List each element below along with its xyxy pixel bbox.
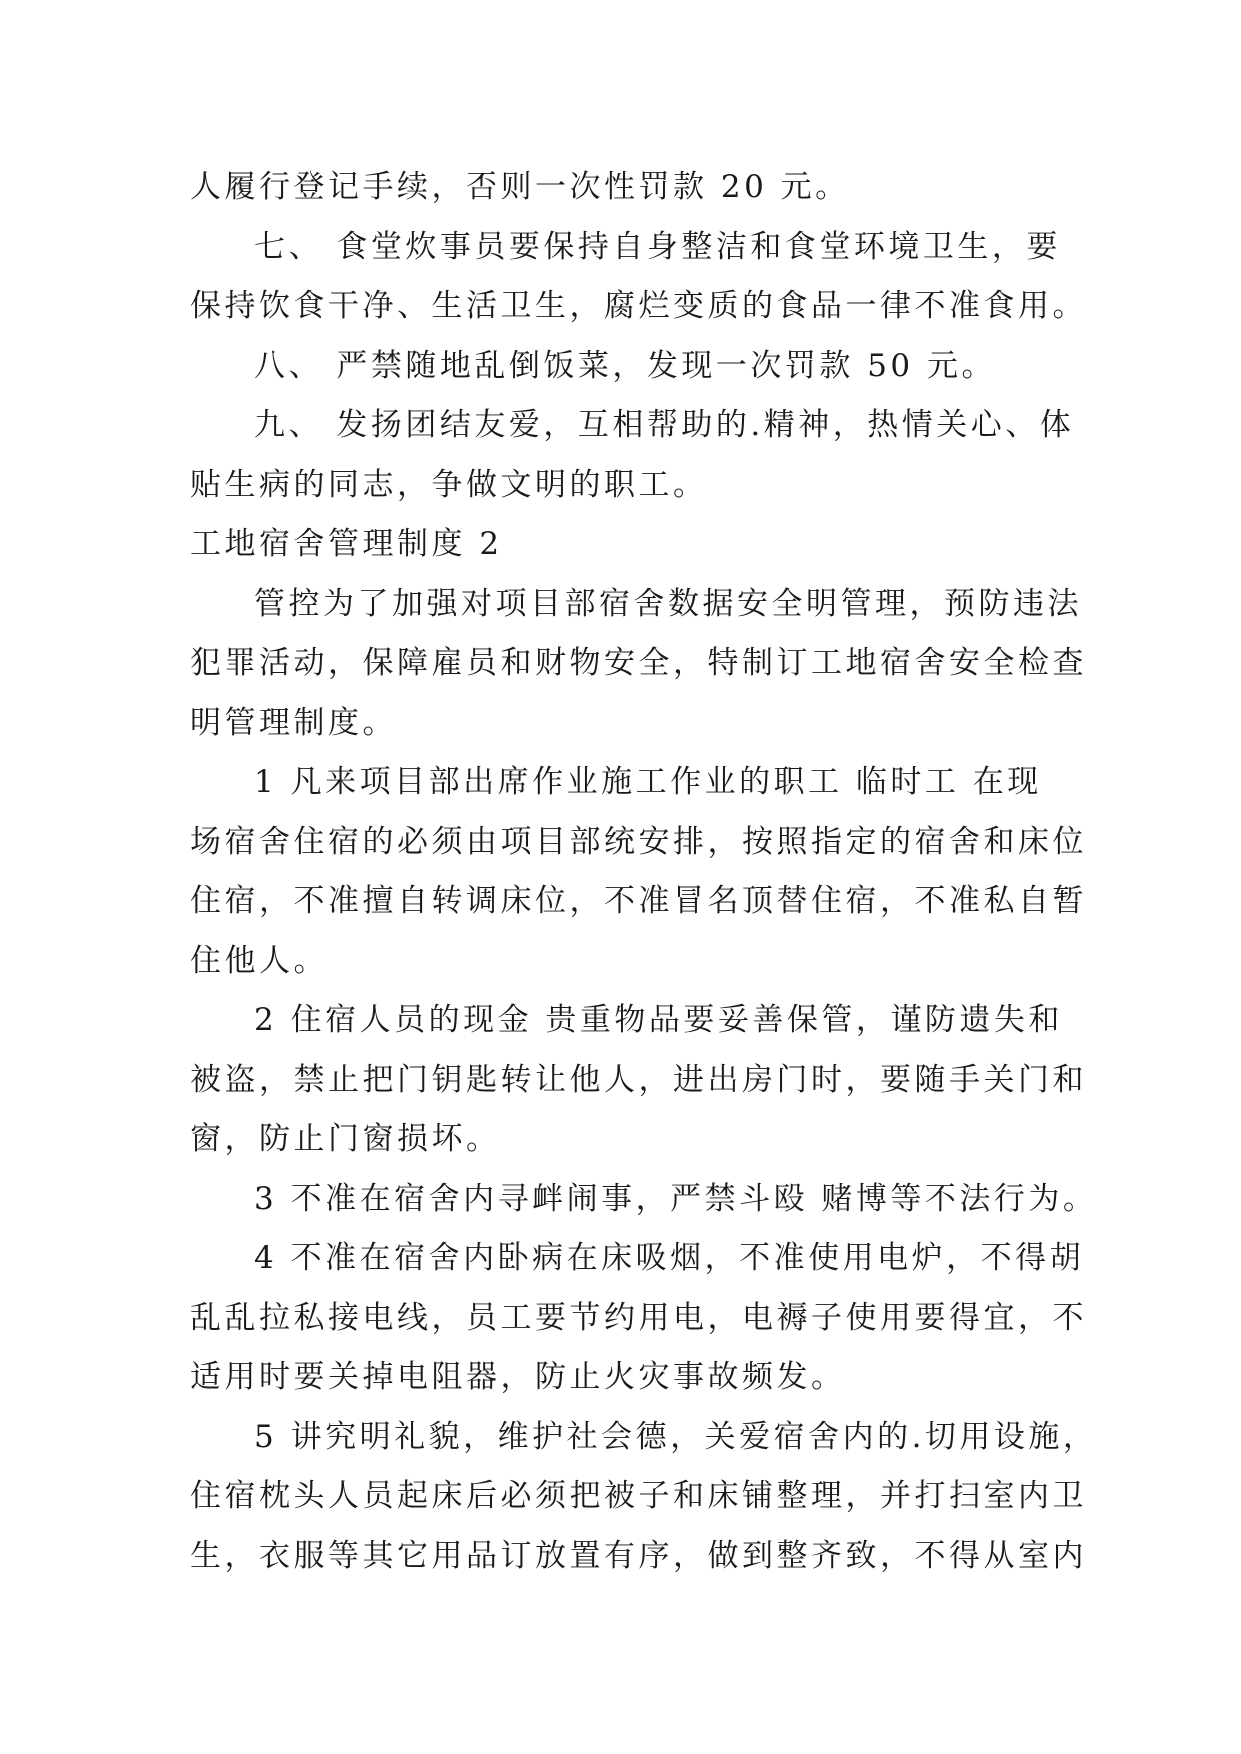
text-line: 乱乱拉私接电线，员工要节约用电，电褥子使用要得宜，不: [190, 1299, 1087, 1336]
text-line: 1 凡来项目部出席作业施工作业的职工 临时工 在现: [254, 764, 1042, 800]
text-line: 2 住宿人员的现金 贵重物品要妥善保管，谨防遗失和: [254, 1002, 1063, 1038]
text-line: 住宿枕头人员起床后必须把被子和床铺整理，并打扫室内卫: [190, 1478, 1087, 1514]
section-heading: 工地宿舍管理制度 2: [190, 526, 503, 562]
text-line: 3 不准在宿舍内寻衅闹事，严禁斗殴 赌博等不法行为。: [254, 1180, 1098, 1217]
text-line: 场宿舍住宿的必须由项目部统安排，按照指定的宿舍和床位: [190, 823, 1087, 860]
text-line: 适用时要关掉电阻器，防止火灾事故频发。: [190, 1359, 846, 1395]
text-line: 住他人。: [190, 942, 328, 979]
text-line: 管控为了加强对项目部宿舍数据安全明管理，预防违法: [254, 585, 1082, 622]
text-line: 保持饮食干净、生活卫生，腐烂变质的食品一律不准食用。: [190, 288, 1087, 324]
text-line: 住宿，不准擅自转调床位，不准冒名顶替住宿，不准私自暂: [190, 883, 1087, 919]
text-line: 贴生病的同志，争做文明的职工。: [190, 466, 708, 503]
text-line: 犯罪活动，保障雇员和财物安全，特制订工地宿舍安全检查: [190, 645, 1087, 681]
text-line: 七、 食堂炊事员要保持自身整洁和食堂环境卫生，要: [254, 228, 1061, 265]
text-line: 被盗，禁止把门钥匙转让他人，进出房门时，要随手关门和: [190, 1061, 1087, 1098]
text-line: 九、 发扬团结友爱，互相帮助的.精神，热情关心、体: [254, 407, 1075, 443]
text-line: 5 讲究明礼貌，维护社会德，关爱宿舍内的.切用设施，: [254, 1418, 1098, 1455]
text-line: 人履行登记手续，否则一次性罚款 20 元。: [190, 169, 850, 205]
text-line: 4 不准在宿舍内卧病在床吸烟，不准使用电炉，不得胡: [254, 1240, 1085, 1276]
text-line: 明管理制度。: [190, 704, 397, 741]
text-line: 窗，防止门窗损坏。: [190, 1121, 501, 1157]
text-line: 生，衣服等其它用品订放置有序，做到整齐致，不得从室内: [190, 1537, 1087, 1574]
document-body: [190, 158, 1098, 1586]
text-line: 八、 严禁随地乱倒饭菜，发现一次罚款 50 元。: [254, 347, 997, 384]
